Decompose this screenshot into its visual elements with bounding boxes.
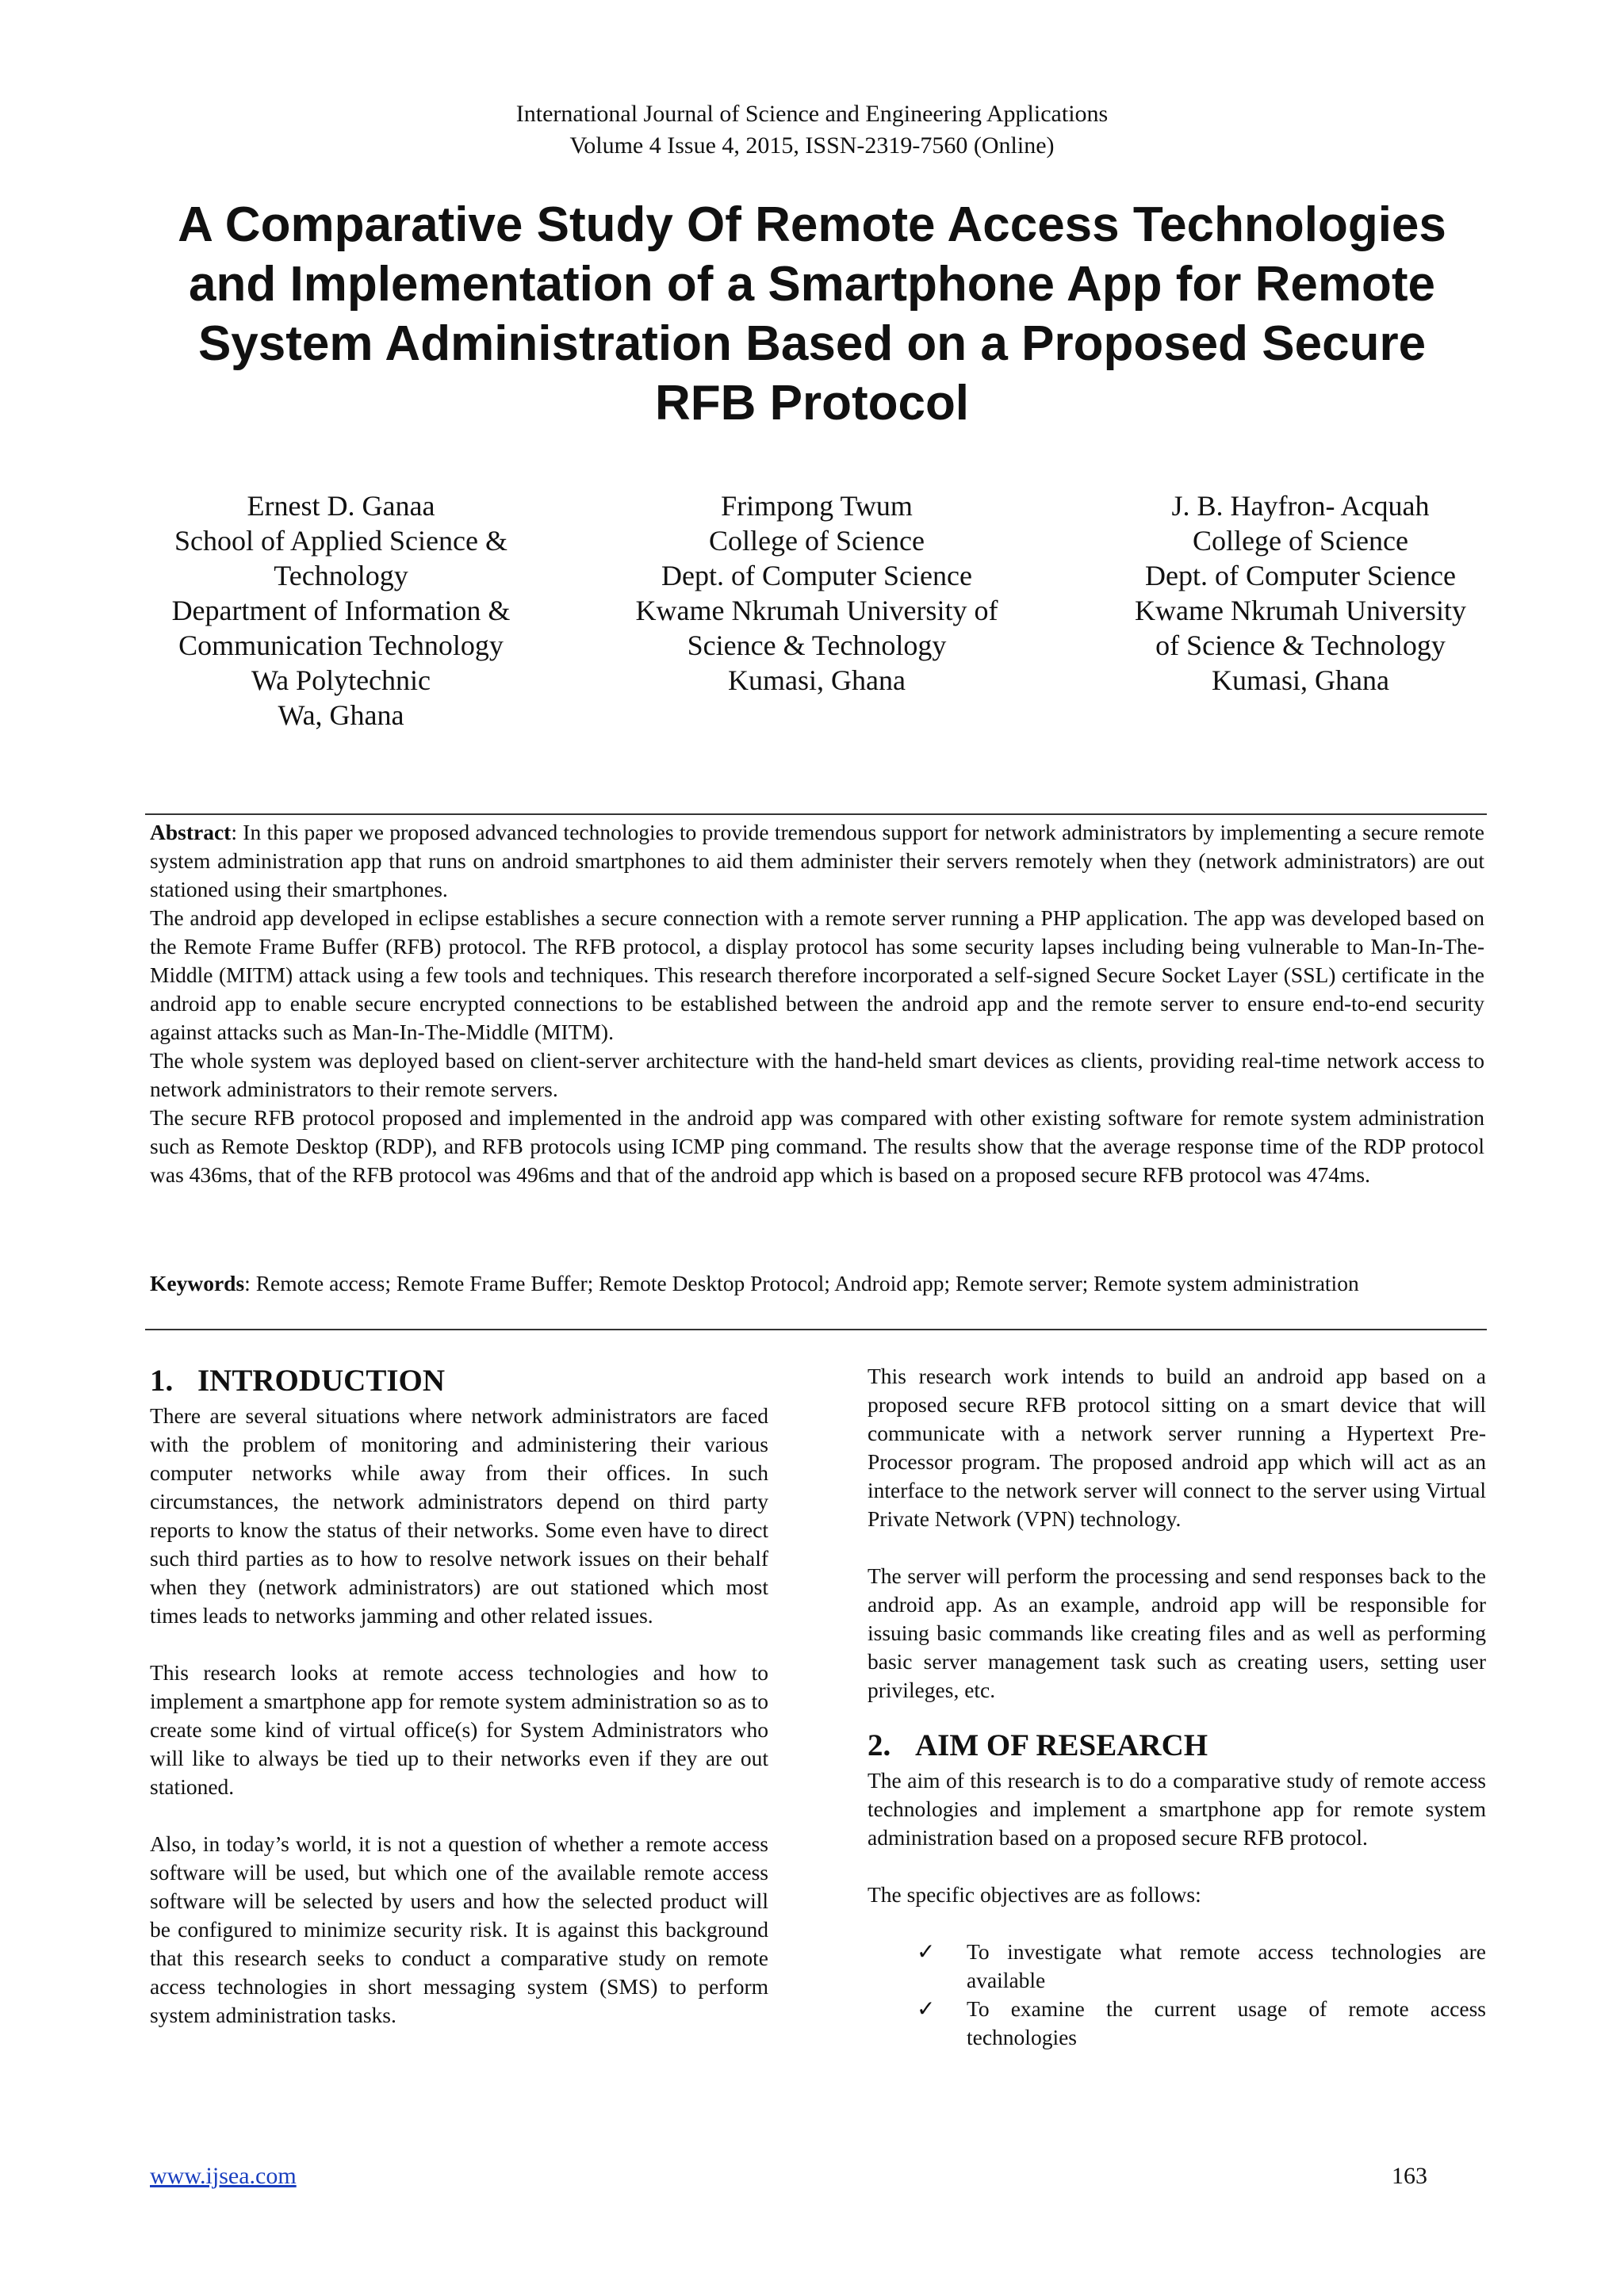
author-affiliation: Dept. of Computer Science (1145, 560, 1456, 591)
abstract (150, 818, 1484, 1189)
author-affiliation: Communication Technology (178, 629, 504, 661)
author-location: Wa, Ghana (278, 699, 404, 731)
abstract-label: Abstract (150, 820, 232, 844)
section-title: INTRODUCTION (197, 1364, 446, 1398)
section-number: 2. (868, 1728, 891, 1762)
section-title: AIM OF RESEARCH (915, 1728, 1208, 1762)
objective-text: To examine the current usage of remote access technologies (967, 1996, 1486, 2049)
checkmark-icon: ✓ (917, 1938, 936, 1965)
paper-title (111, 195, 1513, 433)
abstract-paragraph: Abstract: In this paper we proposed advanced technologies to provide tremendous support for network administrators by implementing a secure remote system administration app that runs on android smartphones to aid them administer their servers remotely when they (network administrators) are out stationed using their smartphones. (150, 820, 1484, 901)
author-location: Kumasi, Ghana (728, 664, 906, 696)
author-affiliation: School of Applied Science & (174, 525, 508, 557)
author-affiliation: Science & Technology (687, 629, 947, 661)
author-affiliation: College of Science (1193, 525, 1408, 557)
journal-name: International Journal of Science and Engineering Applications (515, 101, 1109, 127)
author-location: Kumasi, Ghana (1212, 664, 1389, 696)
title-line: A Comparative Study Of Remote Access Technologies (178, 197, 1446, 252)
title-line: RFB Protocol (654, 376, 970, 430)
abstract-bottom-rule (145, 1329, 1487, 1330)
abstract-top-rule (145, 813, 1487, 815)
journal-volume: Volume 4 Issue 4, 2015, ISSN-2319-7560 (Online) (569, 132, 1055, 159)
author-name: J. B. Hayfron- Acquah (1171, 490, 1430, 522)
body-paragraph: This research work intends to build an android app based on a proposed secure RFB protocol sitting on a smart device that will communicate with a network server running a Hypertext Pre-Processor program. The proposed android app which will act as an interface to the network server will connect to the server using Virtual Private Network (VPN) technology. (868, 1364, 1486, 1531)
author-block-1 (143, 488, 539, 733)
body-paragraph: The specific objectives are as follows: (868, 1882, 1201, 1907)
author-affiliation: College of Science (709, 525, 925, 557)
abstract-text: In this paper we proposed advanced technologies to provide tremendous support for network administrators by implementing a secure remote system administration app that runs on android smartphones to aid them administer their servers remotely when they (network administrators) are out stationed using their smartphones. (150, 820, 1484, 901)
body-paragraph: This research looks at remote access technologies and how to implement a smartphone app for remote system administration so as to create some kind of virtual office(s) for System Administrators who will like to always be tied up to their networks even if they are out stationed. (150, 1660, 768, 1799)
abstract-paragraph: The android app developed in eclipse establishes a secure connection with a remote server running a PHP application. The app was developed based on the Remote Frame Buffer (RFB) protocol. The RFB protocol, a display protocol has some security lapses including being vulnerable to Man-In-The-Middle (MITM) attack using a few tools and techniques. This research therefore incorporated a self-signed Secure Socket Layer (SSL) certificate in the android app to enable secure encrypted connections to be established between the android app and the remote server to ensure end-to-end security against attacks such as Man-In-The-Middle (MITM). (150, 905, 1484, 1044)
section-heading-introduction (150, 1364, 768, 1399)
author-affiliation: Dept. of Computer Science (661, 560, 972, 591)
objectives-list (868, 1938, 1486, 2052)
keywords-text: Remote access; Remote Frame Buffer; Remote Desktop Protocol; Android app; Remote server; Remote system administration (255, 1271, 1359, 1295)
author-affiliation: Department of Information & (171, 595, 511, 626)
author-affiliation: of Science & Technology (1155, 629, 1446, 661)
abstract-paragraph: The whole system was deployed based on client-server architecture with the hand-held smart devices as clients, providing real-time network access to network administrators to their remote servers. (150, 1048, 1484, 1101)
right-column (868, 1362, 1486, 2052)
author-affiliation: Wa Polytechnic (251, 664, 431, 696)
body-paragraph: The aim of this research is to do a comparative study of remote access technologies and implement a smartphone app for remote system administration based on a proposed secure RFB protocol. (868, 1768, 1486, 1850)
author-affiliation: Kwame Nkrumah University (1135, 595, 1466, 626)
keywords: Keywords: Remote access; Remote Frame Buffer; Remote Desktop Protocol; Android app; Remote server; Remote system administration (150, 1271, 1359, 1295)
objective-text: To investigate what remote access technologies are available (967, 1939, 1486, 1992)
journal-header (0, 98, 1624, 162)
left-column (150, 1364, 768, 2058)
author-name: Frimpong Twum (721, 490, 913, 522)
journal-website-link[interactable]: www.ijsea.com (150, 2163, 297, 2189)
author-affiliation: Kwame Nkrumah University of (635, 595, 998, 626)
checkmark-icon: ✓ (917, 1996, 936, 2022)
title-line: and Implementation of a Smartphone App for Remote (189, 257, 1435, 312)
page-number: 163 (1392, 2163, 1427, 2189)
author-affiliation: Technology (274, 560, 408, 591)
body-paragraph: The server will perform the processing and send responses back to the android app. As an example, android app will be responsible for issuing basic commands like creating files and as well as performing basic server management task such as creating users, setting user privileges, etc. (868, 1563, 1486, 1702)
list-item (868, 1938, 1486, 1995)
author-block-3 (1094, 488, 1507, 698)
section-heading-aim (868, 1728, 1486, 1763)
author-block-2 (615, 488, 1019, 698)
abstract-paragraph: The secure RFB protocol proposed and implemented in the android app was compared with other existing software for remote system administration such as Remote Desktop (RDP), and RFB protocols using ICMP ping command. The results show that the average response time of the RDP protocol was 436ms, that of the RFB protocol was 496ms and that of the android app which is based on a proposed secure RFB protocol was 474ms. (150, 1105, 1484, 1187)
title-line: System Administration Based on a Proposed Secure (197, 316, 1427, 371)
section-number: 1. (150, 1364, 174, 1398)
keywords-label: Keywords (150, 1271, 245, 1295)
list-item (868, 1995, 1486, 2052)
body-paragraph: There are several situations where network administrators are faced with the problem of monitoring and administering their various computer networks while away from their offices. In such circumstances, the network administrators depend on third party reports to know the status of their networks. Some even have to direct such third parties as to how to resolve network issues on their behalf when they (network administrators) are out stationed which most times leads to networks jamming and other related issues. (150, 1403, 768, 1628)
body-paragraph: Also, in today’s world, it is not a question of whether a remote access software will be used, but which one of the available remote access software will be selected by users and how the selected product will be configured to minimize security risk. It is against this background that this research seeks to conduct a comparative study on remote access technologies in short messaging system (SMS) to perform system administration tasks. (150, 1831, 768, 2027)
author-name: Ernest D. Ganaa (247, 490, 435, 522)
